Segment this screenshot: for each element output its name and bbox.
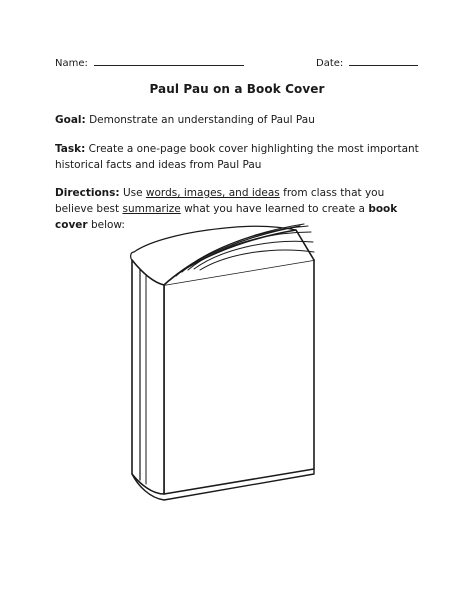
goal-text: Demonstrate an understanding of Paul Pau (89, 114, 315, 126)
directions-text-1: Use (122, 187, 143, 199)
page-title: Paul Pau on a Book Cover (149, 82, 325, 96)
directions-underlined-1: words, images, and ideas (145, 187, 280, 199)
closed-book-icon (118, 222, 328, 502)
date-label: Date: (316, 58, 344, 69)
directions-bold-1: book cover (55, 203, 398, 231)
name-field-row (55, 55, 244, 69)
task-label: Task: (55, 143, 86, 155)
name-blank-line[interactable] (94, 55, 244, 66)
directions-underlined-2: summarize (122, 203, 181, 215)
name-label: Name: (55, 58, 88, 69)
directions-text-4: below: (90, 219, 125, 231)
date-field-row (316, 55, 418, 69)
directions-text-3: what you have learned to create a (184, 203, 365, 215)
task-paragraph (55, 141, 425, 173)
directions-label: Directions: (55, 187, 120, 199)
task-text: Create a one-page book cover highlighting the most important historical facts and ideas from Paul Pau (55, 143, 419, 171)
goal-paragraph (55, 112, 425, 128)
directions-text-2: from class that you believe best (55, 187, 385, 215)
goal-label: Goal: (55, 114, 86, 126)
date-blank-line[interactable] (349, 55, 418, 66)
